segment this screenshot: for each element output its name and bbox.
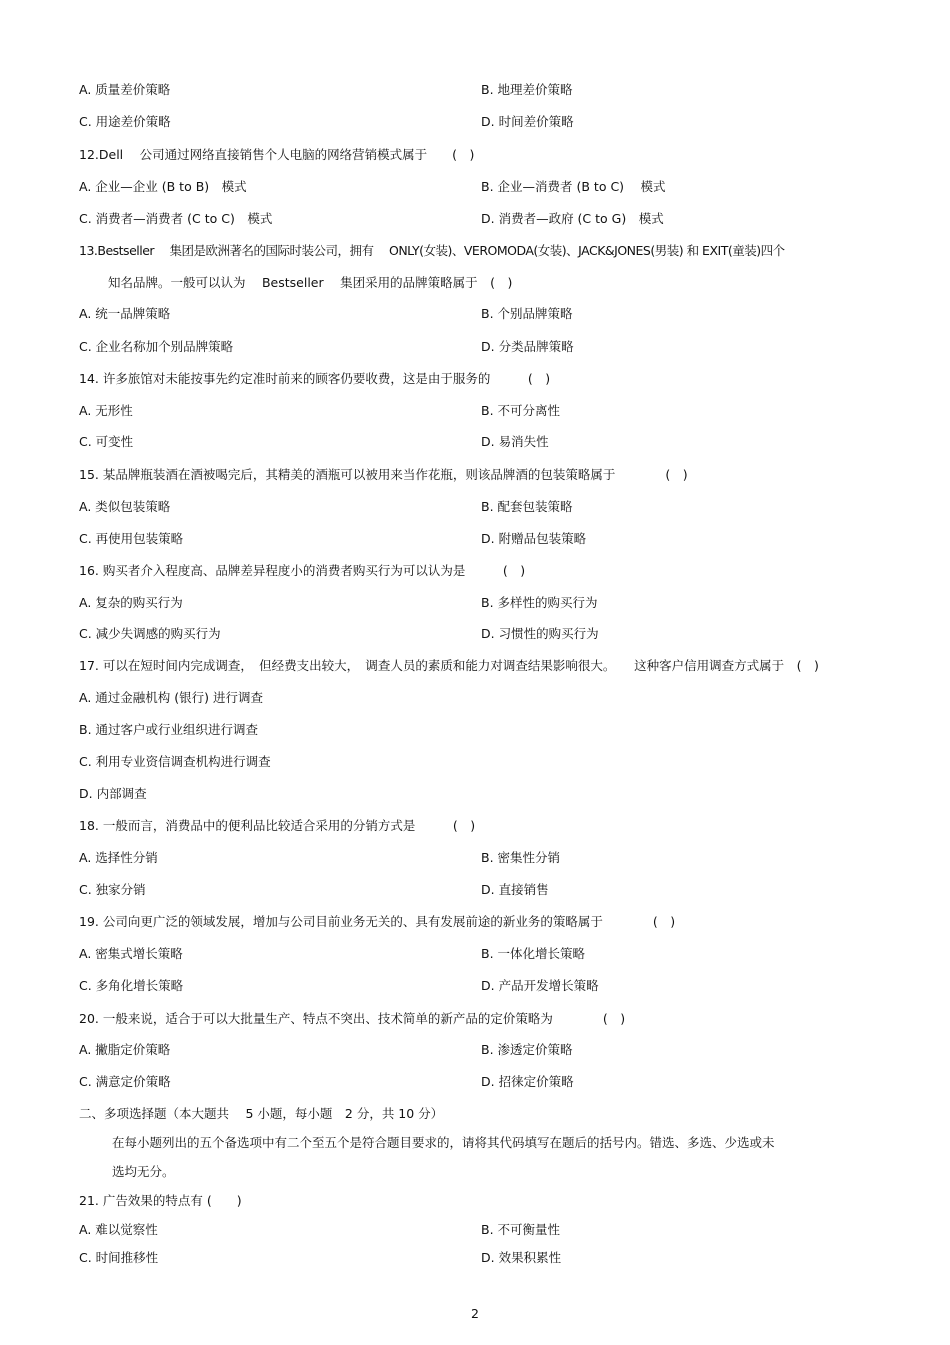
q19-option-a: A. 密集式增长策略 bbox=[79, 946, 183, 961]
q18-question: 18. 一般而言，消费品中的便利品比较适合采用的分销方式是 ( ) bbox=[79, 818, 476, 833]
q21-question: 21. 广告效果的特点有 ( ) bbox=[79, 1193, 242, 1208]
q19-option-d: D. 产品开发增长策略 bbox=[481, 978, 599, 993]
q15-option-a: A. 类似包装策略 bbox=[79, 499, 171, 514]
q21-option-d: D. 效果积累性 bbox=[481, 1250, 562, 1265]
q15-option-c: C. 再使用包装策略 bbox=[79, 531, 184, 546]
q18-option-a: A. 选择性分销 bbox=[79, 850, 158, 865]
q13-option-c: C. 企业名称加个别品牌策略 bbox=[79, 339, 234, 354]
q14-option-b: B. 不可分离性 bbox=[481, 403, 561, 418]
q16-option-b: B. 多样性的购买行为 bbox=[481, 595, 598, 610]
q18-option-c: C. 独家分销 bbox=[79, 882, 146, 897]
q17-option-b: B. 通过客户或行业组织进行调查 bbox=[79, 722, 259, 737]
section-2-instructions-cont: 选均无分。 bbox=[112, 1164, 175, 1179]
q14-option-a: A. 无形性 bbox=[79, 403, 133, 418]
q17-option-c: C. 利用专业资信调查机构进行调查 bbox=[79, 754, 271, 769]
q18-option-b: B. 密集性分销 bbox=[481, 850, 561, 865]
q21-option-b: B. 不可衡量性 bbox=[481, 1222, 561, 1237]
q21-option-a: A. 难以觉察性 bbox=[79, 1222, 158, 1237]
q19-option-c: C. 多角化增长策略 bbox=[79, 978, 184, 993]
q16-option-a: A. 复杂的购买行为 bbox=[79, 595, 183, 610]
q12-option-c: C. 消费者—消费者 (C to C) 模式 bbox=[79, 211, 273, 226]
section-2-heading: 二、多项选择题（本大题共 5 小题，每小题 2 分，共 10 分） bbox=[79, 1106, 444, 1121]
q12-option-d: D. 消费者—政府 (C to G) 模式 bbox=[481, 211, 664, 226]
q15-option-b: B. 配套包装策略 bbox=[481, 499, 573, 514]
q17-question: 17. 可以在短时间内完成调查， 但经费支出较大， 调查人员的素质和能力对调查结果影响很大。 这种客户信用调查方式属于 ( ) bbox=[79, 658, 819, 673]
q12-option-b: B. 企业—消费者 (B to C) 模式 bbox=[481, 179, 666, 194]
q20-option-a: A. 撇脂定价策略 bbox=[79, 1042, 171, 1057]
q12-option-a: A. 企业—企业 (B to B) 模式 bbox=[79, 179, 247, 194]
q18-option-d: D. 直接销售 bbox=[481, 882, 549, 897]
q13-option-d: D. 分类品牌策略 bbox=[481, 339, 574, 354]
section-2-instructions: 在每小题列出的五个备选项中有二个至五个是符合题目要求的，请将其代码填写在题后的括号内。错选、多选、少选或未 bbox=[112, 1135, 775, 1150]
q20-option-b: B. 渗透定价策略 bbox=[481, 1042, 573, 1057]
q11-option-c: C. 用途差价策略 bbox=[79, 114, 171, 129]
page-number: 2 bbox=[471, 1306, 479, 1321]
q16-question: 16. 购买者介入程度高、品牌差异程度小的消费者购买行为可以认为是 ( ) bbox=[79, 563, 526, 578]
q19-option-b: B. 一体化增长策略 bbox=[481, 946, 586, 961]
q20-option-d: D. 招徕定价策略 bbox=[481, 1074, 574, 1089]
q21-option-c: C. 时间推移性 bbox=[79, 1250, 159, 1265]
q14-option-d: D. 易消失性 bbox=[481, 434, 549, 449]
q16-option-d: D. 习惯性的购买行为 bbox=[481, 626, 599, 641]
q19-question: 19. 公司向更广泛的领域发展，增加与公司目前业务无关的、具有发展前途的新业务的策略属于 ( ) bbox=[79, 914, 676, 929]
q20-question: 20. 一般来说，适合于可以大批量生产、特点不突出、技术简单的新产品的定价策略为 ( ) bbox=[79, 1011, 626, 1026]
q11-option-a: A. 质量差价策略 bbox=[79, 82, 171, 97]
q14-question: 14. 许多旅馆对未能按事先约定准时前来的顾客仍要收费，这是由于服务的 ( ) bbox=[79, 371, 551, 386]
q16-option-c: C. 减少失调感的购买行为 bbox=[79, 626, 221, 641]
q15-option-d: D. 附赠品包装策略 bbox=[481, 531, 587, 546]
q14-option-c: C. 可变性 bbox=[79, 434, 134, 449]
q13-option-a: A. 统一品牌策略 bbox=[79, 306, 171, 321]
q12-question: 12.Dell 公司通过网络直接销售个人电脑的网络营销模式属于 ( ) bbox=[79, 147, 475, 162]
q11-option-b: B. 地理差价策略 bbox=[481, 82, 573, 97]
q13-question: 13.Bestseller 集团是欧洲著名的国际时装公司，拥有 ONLY(女装)、VEROMODA(女装)、JACK&JONES(男装) 和 EXIT(童装)四个 bbox=[79, 243, 785, 258]
q17-option-a: A. 通过金融机构 (银行) 进行调查 bbox=[79, 690, 263, 705]
q11-option-d: D. 时间差价策略 bbox=[481, 114, 574, 129]
q13-option-b: B. 个别品牌策略 bbox=[481, 306, 573, 321]
q15-question: 15. 某品牌瓶装酒在酒被喝完后，其精美的酒瓶可以被用来当作花瓶，则该品牌酒的包装策略属于 ( ) bbox=[79, 467, 688, 482]
q13-question-cont: 知名品牌。一般可以认为 Bestseller 集团采用的品牌策略属于 ( ) bbox=[108, 275, 513, 290]
q20-option-c: C. 满意定价策略 bbox=[79, 1074, 171, 1089]
q17-option-d: D. 内部调查 bbox=[79, 786, 147, 801]
